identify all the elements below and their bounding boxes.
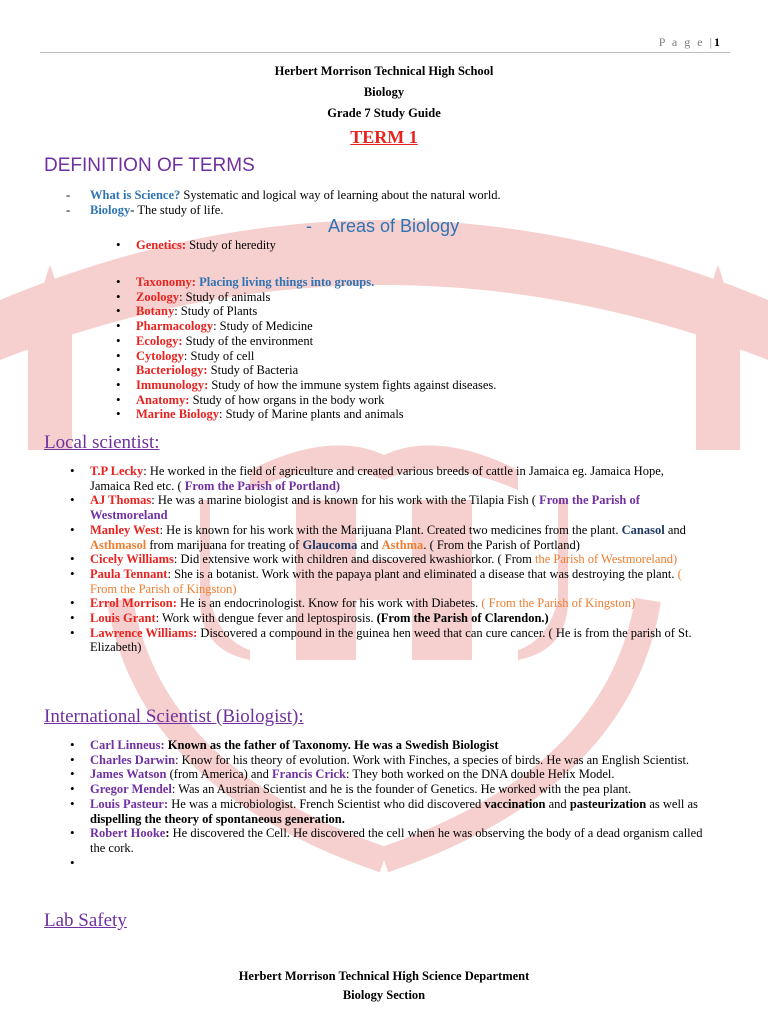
international-scientist-list bbox=[68, 738, 706, 870]
local-scientist-list bbox=[68, 464, 706, 655]
list-item: • Gregor Mendel: Was an Austrian Scientist and he is the founder of Genetics. He worked with the pea plant. bbox=[68, 782, 706, 797]
list-item: • Manley West: He is known for his work with the Marijuana Plant. Created two medicines from the plant. Canasol and Asthmasol from marijuana for treating of Glaucoma and Asthma. ( From the Parish of Portland) bbox=[68, 523, 706, 552]
list-item: • Pharmacology: Study of Medicine bbox=[114, 319, 714, 334]
list-item: • James Watson (from America) and Francis Crick: They both worked on the DNA double Helix Model. bbox=[68, 767, 706, 782]
list-item: • Bacteriology: Study of Bacteria bbox=[114, 363, 714, 378]
list-item: • Errol Morrison: He is an endocrinologist. Know for his work with Diabetes. ( From the Parish of Kingston) bbox=[68, 596, 706, 611]
list-item: • Cytology: Study of cell bbox=[114, 349, 714, 364]
list-item: • Genetics: Study of heredity bbox=[114, 238, 714, 253]
definition-heading: DEFINITION OF TERMS bbox=[44, 155, 255, 176]
list-item: • AJ Thomas: He was a marine biologist and is known for his work with the Tilapia Fish ( From the Parish of Westmoreland bbox=[68, 493, 706, 522]
school-name: Herbert Morrison Technical High School bbox=[274, 64, 494, 78]
list-item: • Louis Pasteur: He was a microbiologist. French Scientist who did discovered vaccination and pasteurization as well as dispelling the theory of spontaneous generation. bbox=[68, 797, 706, 826]
footer-department: Herbert Morrison Technical High Science Department bbox=[238, 969, 530, 983]
list-item: • Paula Tennant: She is a botanist. Work with the papaya plant and eliminated a disease that was destroying the plant. ( From the Parish of Kingston) bbox=[68, 567, 706, 596]
local-scientist-heading: Local scientist: bbox=[44, 432, 160, 453]
list-item: • Immunology: Study of how the immune system fights against diseases. bbox=[114, 378, 714, 393]
subject-title: Biology bbox=[363, 85, 405, 99]
list-item: • Carl Linneus: Known as the father of Taxonomy. He was a Swedish Biologist bbox=[68, 738, 706, 753]
international-scientist-heading: International Scientist (Biologist): bbox=[44, 706, 304, 727]
header-rule bbox=[40, 52, 730, 53]
areas-list bbox=[114, 275, 714, 422]
list-item: • Marine Biology: Study of Marine plants and animals bbox=[114, 407, 714, 422]
list-item: • Anatomy: Study of how organs in the body work bbox=[114, 393, 714, 408]
list-item: • Zoology: Study of animals bbox=[114, 290, 714, 305]
list-item: • Botany: Study of Plants bbox=[114, 304, 714, 319]
empty-list-item bbox=[68, 856, 706, 870]
list-item: • Louis Grant: Work with dengue fever and leptospirosis. (From the Parish of Clarendon.) bbox=[68, 611, 706, 626]
list-item: • Lawrence Williams: Discovered a compound in the guinea hen weed that can cure cancer. ( He is from the parish of St. Elizabeth) bbox=[68, 626, 706, 655]
definition-science: - What is Science? Systematic and logical way of learning about the natural world. bbox=[66, 188, 501, 202]
lab-safety-heading: Lab Safety bbox=[44, 910, 127, 931]
list-item: • Taxonomy: Placing living things into groups. bbox=[114, 275, 714, 290]
study-guide-title: Grade 7 Study Guide bbox=[327, 106, 441, 120]
areas-heading: - Areas of Biology bbox=[306, 216, 460, 236]
definition-biology: - Biology- The study of life. bbox=[66, 203, 224, 217]
list-item: • Cicely Williams: Did extensive work with children and discovered kwashiorkor. ( From the Parish of Westmoreland) bbox=[68, 552, 706, 567]
list-item: • Ecology: Study of the environment bbox=[114, 334, 714, 349]
list-item: • T.P Lecky: He worked in the field of agriculture and created various breeds of cattle in Jamaica eg. Jamaica Hope, Jamaica Red etc. ( From the Parish of Portland) bbox=[68, 464, 706, 493]
list-item: • Charles Darwin: Know for his theory of evolution. Work with Finches, a species of birds. He was an English Scientist. bbox=[68, 753, 706, 768]
footer-section: Biology Section bbox=[342, 988, 426, 1002]
list-item: • Robert Hooke: He discovered the Cell. He discovered the cell when he was observing the body of a dead organism called the cork. bbox=[68, 826, 706, 855]
areas-list-genetics bbox=[114, 238, 714, 253]
term-heading: TERM 1 bbox=[350, 127, 418, 147]
page-number: P a g e |1 bbox=[658, 35, 720, 49]
